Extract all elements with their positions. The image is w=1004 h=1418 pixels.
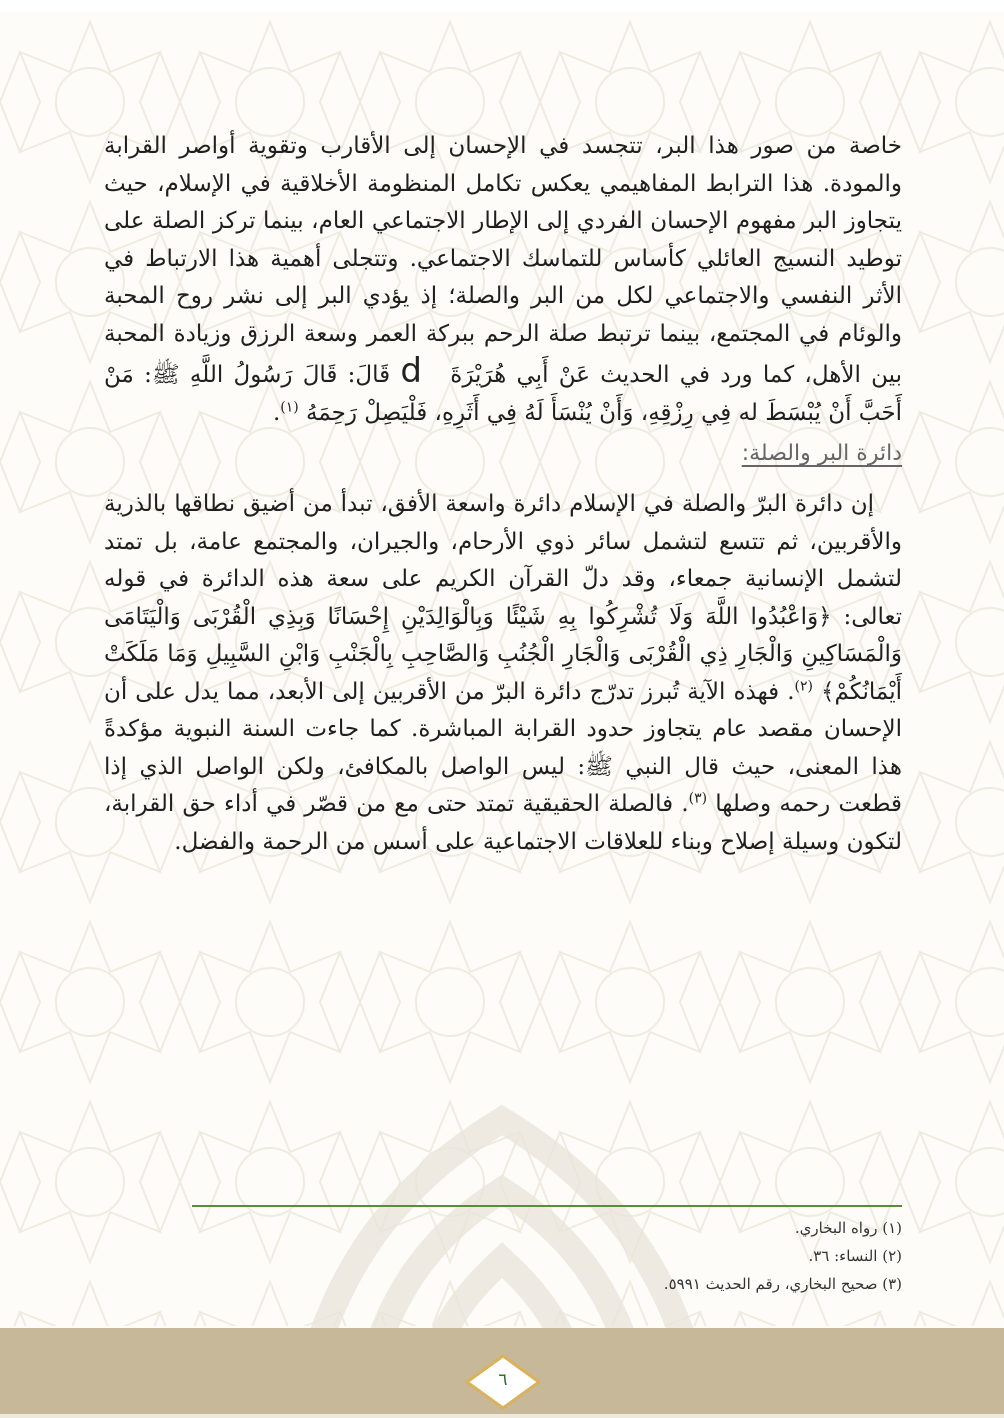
footnote-1: (١) رواه البخاري.: [794, 1219, 902, 1237]
hadith-text: قَالَ: قَالَ رَسُولُ اللَّهِ ﷺ: مَنْ أَحَبَّ أَنْ يُبْسَطَ له فِي رِزْقِهِ، وَأَنْ يُنْسَأَ لَهُ فِي أَثَرِهِ، فَلْيَصِلْ رَحِمَهُ: [104, 362, 902, 426]
footer-bottom-edge: [0, 1414, 1004, 1418]
paragraph-text: إن دائرة البرّ والصلة في الإسلام دائرة واسعة الأفق، تبدأ من أضيق نطاقها بالذرية والأقربين، ثم تتسع لتشمل سائر ذوي الأرحام، والجيران، والمجتمع عامة، بل تمتد لتشمل الإنسانية جمعاء، وقد دلّ القرآن الكريم على سعة هذه الدائرة في قوله تعالى: ﴿وَاعْبُدُوا اللَّهَ وَلَا تُشْرِكُوا بِهِ شَيْئًا وَبِالْوَالِدَيْنِ إِحْسَانًا وَبِذِي الْقُرْبَى وَالْيَتَامَى وَالْمَسَاكِينِ وَالْجَارِ ذِي الْقُرْبَى وَالْجَارِ الْجُنُبِ وَالصَّاحِبِ بِالْجَنْبِ وَابْنِ السَّبِيلِ وَمَا مَلَكَتْ أَيْمَانُكُمْ﴾: [104, 491, 902, 705]
paragraph-text: . فهذه الآية تُبرز تدرّج دائرة البرّ من الأقربين إلى الأبعد، مما يدل على أن الإحسان مقصد عام يتجاوز حدود القرابة المباشرة. كما جاءت السنة النبوية مؤكدةً هذا المعنى، حيث قال النبي ﷺ: ليس الواصل بالمكافئ، ولكن الواصل الذي إذا قطعت رحمه وصلها: [104, 678, 903, 817]
paragraph-text: . فالصلة الحقيقية تمتد حتى مع من قصّر في أداء حق القرابة، لتكون وسيلة إصلاح وبناء للعلاقات الاجتماعية على أسس من الرحمة والفضل.: [104, 791, 902, 855]
page-number: ٦: [498, 1370, 508, 1390]
paragraph-circle-of-birr: [104, 486, 902, 861]
footnote-separator: [192, 1205, 902, 1207]
footnote-reference-1[interactable]: (١): [280, 398, 299, 415]
hadith-end: .: [272, 399, 281, 426]
footnotes: [500, 1214, 902, 1298]
body-text: [104, 128, 902, 861]
stray-latin-glyph: d: [400, 351, 423, 391]
paragraph-text: خاصة من صور هذا البر، تتجسد في الإحسان إلى الأقارب وتقوية أواصر القرابة والمودة. هذا الترابط المفاهيمي يعكس تكامل المنظومة الأخلاقية في الإسلام، حيث يتجاوز البر مفهوم الإحسان الفردي إلى الإطار الاجتماعي العام، بينما تركز الصلة على توطيد النسيج العائلي كأساس للتماسك الاجتماعي. وتتجلى أهمية هذا الارتباط في الأثر النفسي والاجتماعي لكل من البر والصلة؛ إذ يؤدي البر إلى نشر روح المحبة والوئام في المجتمع، بينما ترتبط صلة الرحم ببركة العمر وسعة الرزق وزيادة المحبة بين الأهل، كما ورد في الحديث عَنْ أَبِي هُرَيْرَةَ: [104, 133, 903, 388]
footnote-reference-3[interactable]: (٣): [688, 790, 708, 807]
footnote-3: (٣) صحيح البخاري، رقم الحديث ٥٩٩١.: [663, 1275, 902, 1293]
footnote-reference-2[interactable]: (٢): [794, 677, 813, 694]
footnote-2: (٢) النساء: ٣٦.: [808, 1247, 902, 1265]
section-heading: دائرة البر والصلة:: [741, 441, 902, 466]
paragraph-birr-and-silah: [104, 128, 902, 432]
